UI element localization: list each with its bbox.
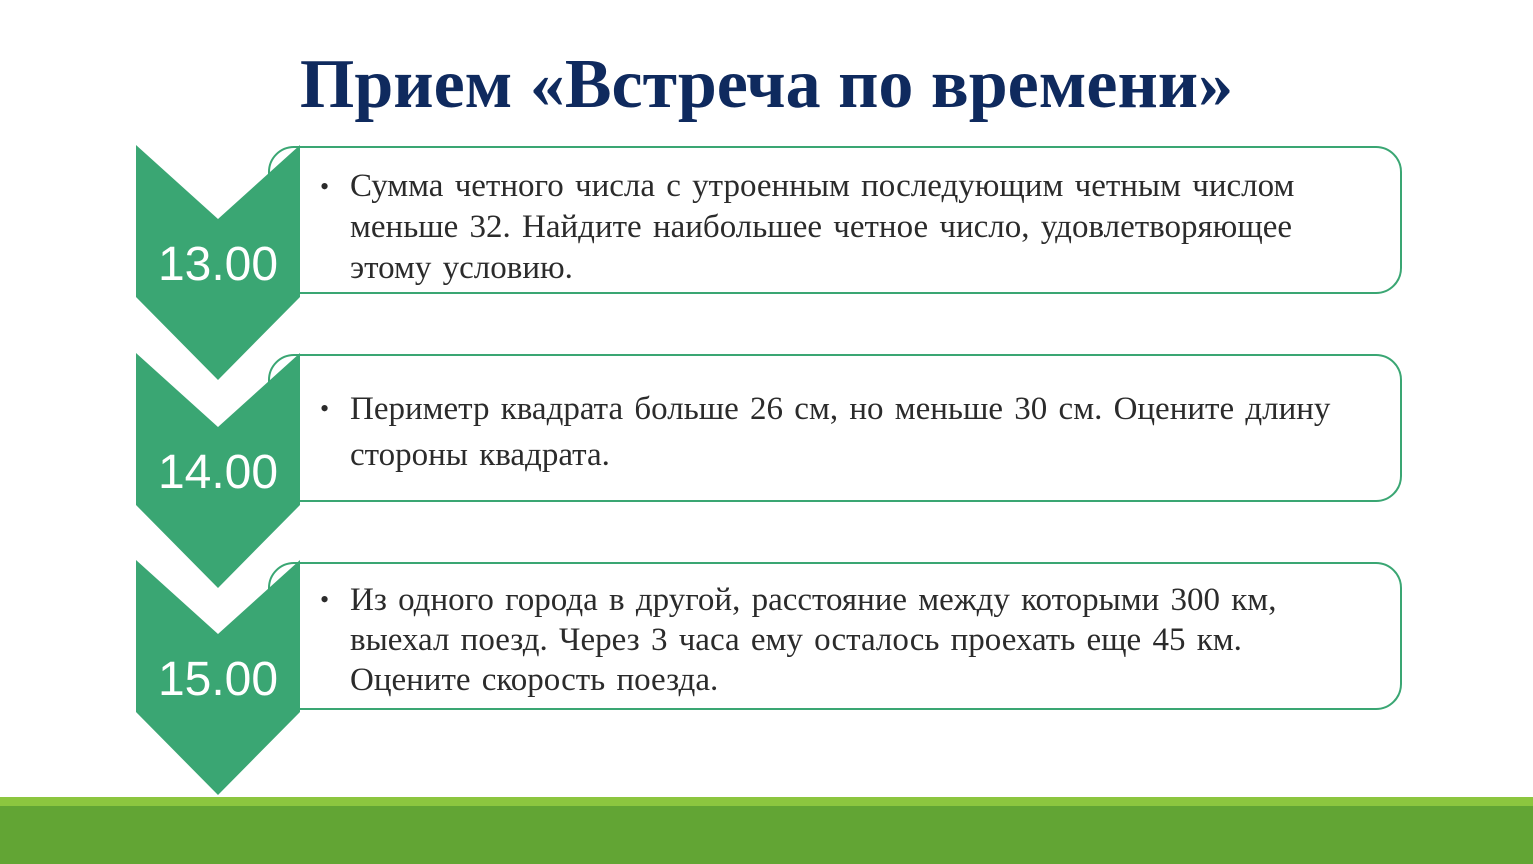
time-label-2: 14.00 (157, 446, 279, 499)
time-chevron-3 (136, 560, 300, 795)
time-label-3: 15.00 (157, 653, 279, 706)
item-text-2 (320, 386, 1360, 478)
bullet: • (320, 585, 330, 614)
item-description-3: Из одного города в другой, расстояние между которыми 300 км, выехал поезд. Через 3 часа ему осталось проехать еще 45 км. Оцените скорость поезда. (350, 582, 1277, 698)
footer-stripe-light (0, 797, 1533, 806)
slide-title: Прием «Встреча по времени» (299, 46, 1234, 123)
item-description-1: Сумма четного числа с утроенным последующим четным числом меньше 32. Найдите наибольшее четное число, удовлетворяющее этому условию. (350, 168, 1295, 286)
bullet: • (320, 394, 330, 423)
item-text-3 (320, 580, 1360, 700)
item-box-3 (268, 562, 1402, 710)
footer-stripe-dark (0, 806, 1533, 864)
item-box-1 (268, 146, 1402, 294)
item-text-1 (320, 166, 1360, 289)
time-label-1: 13.00 (157, 238, 279, 291)
time-chevron-1 (136, 145, 300, 380)
item-description-2: Периметр квадрата больше 26 см, но меньше 30 см. Оцените длину стороны квадрата. (350, 391, 1331, 473)
time-chevron-2 (136, 353, 300, 588)
bullet: • (320, 172, 330, 201)
item-box-2 (268, 354, 1402, 502)
